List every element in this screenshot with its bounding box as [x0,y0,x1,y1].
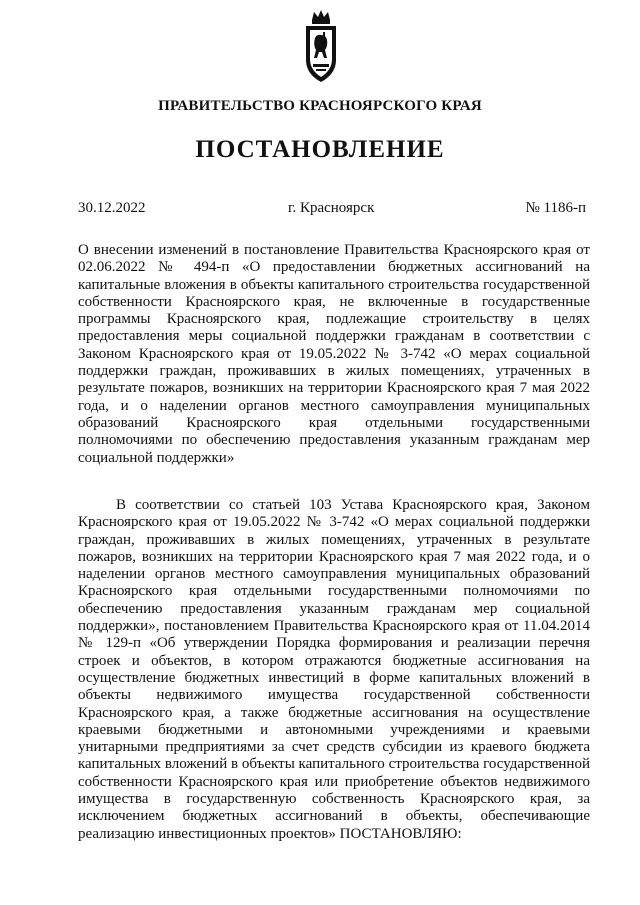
document-city: г. Красноярск [288,200,375,216]
document-body-paragraph: В соответствии со статьей 103 Устава Красноярского края, Законом Красноярского края от 19.05.2022 № 3-742 «О мерах социальной поддержки граждан, проживавших в жилых помещениях, утраченных в результате пожаров, возникших на территории Красноярского края 7 мая 2022 года, и о наделении органов местного самоуправления муниципальных образований Красноярского края отдельными государственными полномочиями по обеспечению предоставления указанным гражданам мер социальной поддержки», постановлением Правительства Красноярского края от 11.04.2014 № 129-п «Об утверждении Порядка формирования и реализации перечня строек и объектов, в котором отражаются бюджетные ассигнования на осуществление бюджетных инвестиций в форме капитальных вложений в объекты недвижимого имущества государственной собственности Красноярского края, а также бюджетные ассигнования на осуществление краевыми бюджетными и автономными учреждениями и краевыми унитарными предприятиями за счет средств субсидии из краевого бюджета капитальных вложений в объекты капитального строительства государственной собственности Красноярского края или приобретение объектов недвижимого имущества в государственную собственность Красноярского края, за исключением бюджетных ассигнований в объекты, обеспечивающие реализацию инвестиционных проектов» ПОСТАНОВЛЯЮ: [78,497,590,842]
document-date: 30.12.2022 [78,200,146,216]
coat-of-arms-icon [298,8,344,84]
government-name: ПРАВИТЕЛЬСТВО КРАСНОЯРСКОГО КРАЯ [158,98,482,114]
document-number: № 1186-п [525,200,586,216]
document-subject: О внесении изменений в постановление Правительства Красноярского края от 02.06.2022 № 494-п «О предоставлении бюджетных ассигнований на капитальные вложения в объекты капитального строительства государственной собственности Красноярского края, не включенные в государственные программы Красноярского края, подлежащие строительству в целях предоставления меры социальной поддержки гражданам в соответствии с Законом Красноярского края от 19.05.2022 № 3-742 «О мерах социальной поддержки граждан, проживавших в жилых помещениях, утраченных в результате пожаров, возникших на территории Красноярского края 7 мая 2022 года, и о наделении органов местного самоуправления муниципальных образований Красноярского края отдельными государственными полномочиями по обеспечению предоставления указанным гражданам мер социальной поддержки» [78,242,590,466]
document-type: ПОСТАНОВЛЕНИЕ [195,136,445,163]
